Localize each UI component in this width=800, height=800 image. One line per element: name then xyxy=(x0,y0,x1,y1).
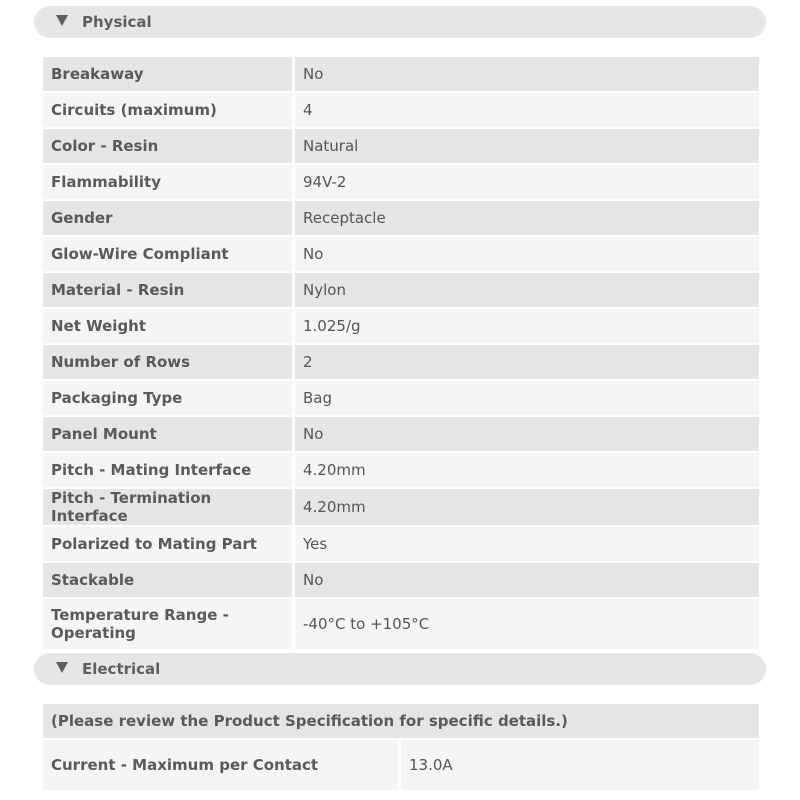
spec-key: Pitch - Termination Interface xyxy=(43,489,295,525)
spec-value: 2 xyxy=(295,345,759,379)
spec-key: Gender xyxy=(43,201,295,235)
spec-key: Number of Rows xyxy=(43,345,295,379)
table-row xyxy=(43,309,759,343)
table-row xyxy=(43,563,759,597)
spec-value: -40°C to +105°C xyxy=(295,599,759,649)
table-row xyxy=(43,599,759,649)
spec-key: Net Weight xyxy=(43,309,295,343)
electrical-spec-table xyxy=(43,702,759,792)
section-title: Electrical xyxy=(82,660,161,678)
spec-key: Polarized to Mating Part xyxy=(43,527,295,561)
collapse-triangle-icon[interactable] xyxy=(56,662,68,673)
table-row xyxy=(43,345,759,379)
spec-value: Nylon xyxy=(295,273,759,307)
table-row xyxy=(43,453,759,487)
spec-key: Flammability xyxy=(43,165,295,199)
spec-value: No xyxy=(295,237,759,271)
spec-value: Bag xyxy=(295,381,759,415)
spec-key: Temperature Range - Operating xyxy=(43,599,295,649)
spec-value: Receptacle xyxy=(295,201,759,235)
spec-note: (Please review the Product Specification for specific details.) xyxy=(43,704,759,738)
spec-value: 4.20mm xyxy=(295,453,759,487)
spec-key: Packaging Type xyxy=(43,381,295,415)
table-row xyxy=(43,237,759,271)
spec-key: Glow-Wire Compliant xyxy=(43,237,295,271)
spec-key: Pitch - Mating Interface xyxy=(43,453,295,487)
spec-key: Circuits (maximum) xyxy=(43,93,295,127)
spec-key: Breakaway xyxy=(43,57,295,91)
spec-value: Natural xyxy=(295,129,759,163)
table-row xyxy=(43,273,759,307)
spec-key: Panel Mount xyxy=(43,417,295,451)
table-row xyxy=(43,489,759,525)
spec-value: 1.025/g xyxy=(295,309,759,343)
table-row xyxy=(43,165,759,199)
spec-value: No xyxy=(295,417,759,451)
table-row xyxy=(43,57,759,91)
table-row xyxy=(43,381,759,415)
table-row xyxy=(43,129,759,163)
spec-value: 13.0A xyxy=(401,740,759,790)
spec-key: Current - Maximum per Contact xyxy=(43,740,401,790)
spec-value: 4 xyxy=(295,93,759,127)
spec-value: 94V-2 xyxy=(295,165,759,199)
spec-value: 4.20mm xyxy=(295,489,759,525)
spec-value: No xyxy=(295,563,759,597)
spec-key: Stackable xyxy=(43,563,295,597)
spec-value: Yes xyxy=(295,527,759,561)
spec-key: Color - Resin xyxy=(43,129,295,163)
collapse-triangle-icon[interactable] xyxy=(56,15,68,26)
table-row xyxy=(43,417,759,451)
table-row xyxy=(43,93,759,127)
section-header-electrical[interactable] xyxy=(34,653,766,685)
table-row xyxy=(43,527,759,561)
section-title: Physical xyxy=(82,13,152,31)
spec-value: No xyxy=(295,57,759,91)
physical-spec-table xyxy=(43,55,759,651)
table-row xyxy=(43,740,759,790)
table-row xyxy=(43,201,759,235)
spec-key: Material - Resin xyxy=(43,273,295,307)
section-header-physical[interactable] xyxy=(34,6,766,38)
table-row xyxy=(43,704,759,738)
